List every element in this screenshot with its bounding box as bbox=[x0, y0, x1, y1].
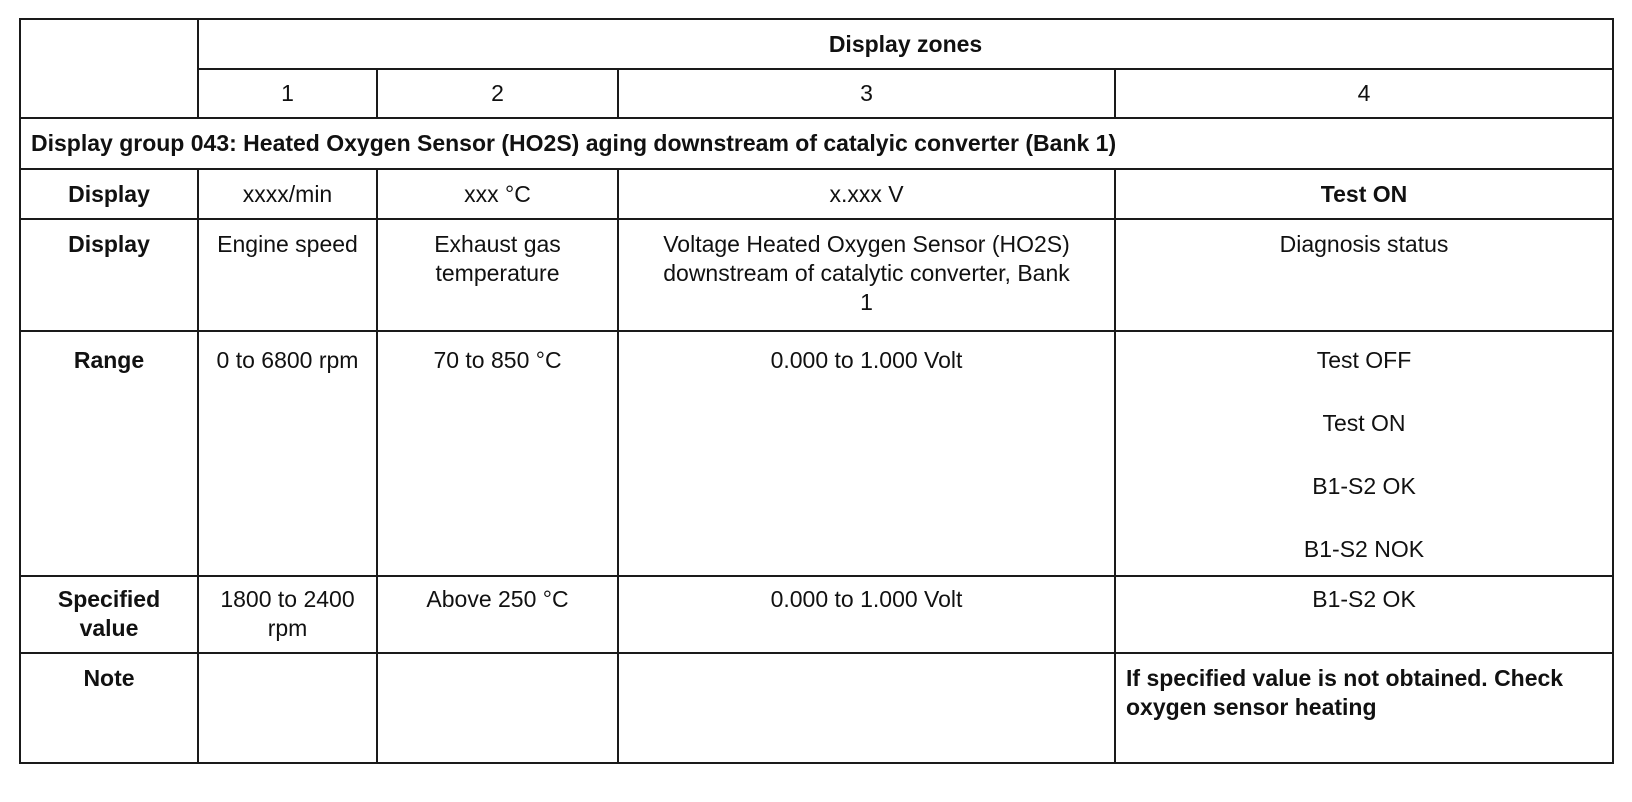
display-unit-zone-3: x.xxx V bbox=[618, 169, 1115, 219]
range-status-item: B1-S2 NOK bbox=[1303, 536, 1425, 562]
note-zone-1 bbox=[198, 653, 377, 763]
range-zone-2: 70 to 850 °C bbox=[377, 331, 618, 576]
zone-number-4: 4 bbox=[1115, 69, 1613, 118]
header-row-zone-numbers bbox=[20, 69, 1613, 118]
range-status-list bbox=[1124, 346, 1604, 564]
specified-zone-1: 1800 to 2400 rpm bbox=[198, 576, 377, 653]
display-unit-zone-4: Test ON bbox=[1115, 169, 1613, 219]
range-zone-3: 0.000 to 1.000 Volt bbox=[618, 331, 1115, 576]
note-zone-3 bbox=[618, 653, 1115, 763]
range-zone-1: 0 to 6800 rpm bbox=[198, 331, 377, 576]
range-row bbox=[20, 331, 1613, 576]
zone-number-3: 3 bbox=[618, 69, 1115, 118]
header-row-zones bbox=[20, 19, 1613, 69]
row-label-range: Range bbox=[20, 331, 198, 576]
header-corner-cell bbox=[20, 19, 198, 118]
specified-value-row bbox=[20, 576, 1613, 653]
range-status-item: B1-S2 OK bbox=[1312, 473, 1416, 499]
group-title-row bbox=[20, 118, 1613, 169]
specified-zone-2: Above 250 °C bbox=[377, 576, 618, 653]
display-desc-zone-4: Diagnosis status bbox=[1115, 219, 1613, 331]
row-label-note: Note bbox=[20, 653, 198, 763]
display-unit-zone-1: xxxx/min bbox=[198, 169, 377, 219]
display-desc-zone-2: Exhaust gas temperature bbox=[377, 219, 618, 331]
display-desc-zone-3: Voltage Heated Oxygen Sensor (HO2S) downstream of catalytic converter, Bank 1 bbox=[618, 219, 1115, 331]
range-zone-4 bbox=[1115, 331, 1613, 576]
display-zones-title: Display zones bbox=[198, 19, 1613, 69]
display-desc-zone-1: Engine speed bbox=[198, 219, 377, 331]
row-label-display-desc: Display bbox=[20, 219, 198, 331]
display-description-row bbox=[20, 219, 1613, 331]
group-title: Display group 043: Heated Oxygen Sensor (HO2S) aging downstream of catalyic converter (Bank 1) bbox=[20, 118, 1613, 169]
range-status-item: Test ON bbox=[1322, 410, 1406, 436]
row-label-display: Display bbox=[20, 169, 198, 219]
note-zone-4: If specified value is not obtained. Check oxygen sensor heating bbox=[1115, 653, 1613, 763]
note-zone-2 bbox=[377, 653, 618, 763]
specified-zone-3: 0.000 to 1.000 Volt bbox=[618, 576, 1115, 653]
zone-number-2: 2 bbox=[377, 69, 618, 118]
zone-number-1: 1 bbox=[198, 69, 377, 118]
display-unit-zone-2: xxx °C bbox=[377, 169, 618, 219]
note-row bbox=[20, 653, 1613, 763]
specified-zone-4: B1-S2 OK bbox=[1115, 576, 1613, 653]
row-label-specified-value: Specified value bbox=[20, 576, 198, 653]
display-units-row bbox=[20, 169, 1613, 219]
display-group-table bbox=[19, 18, 1614, 764]
range-status-item: Test OFF bbox=[1316, 347, 1412, 373]
